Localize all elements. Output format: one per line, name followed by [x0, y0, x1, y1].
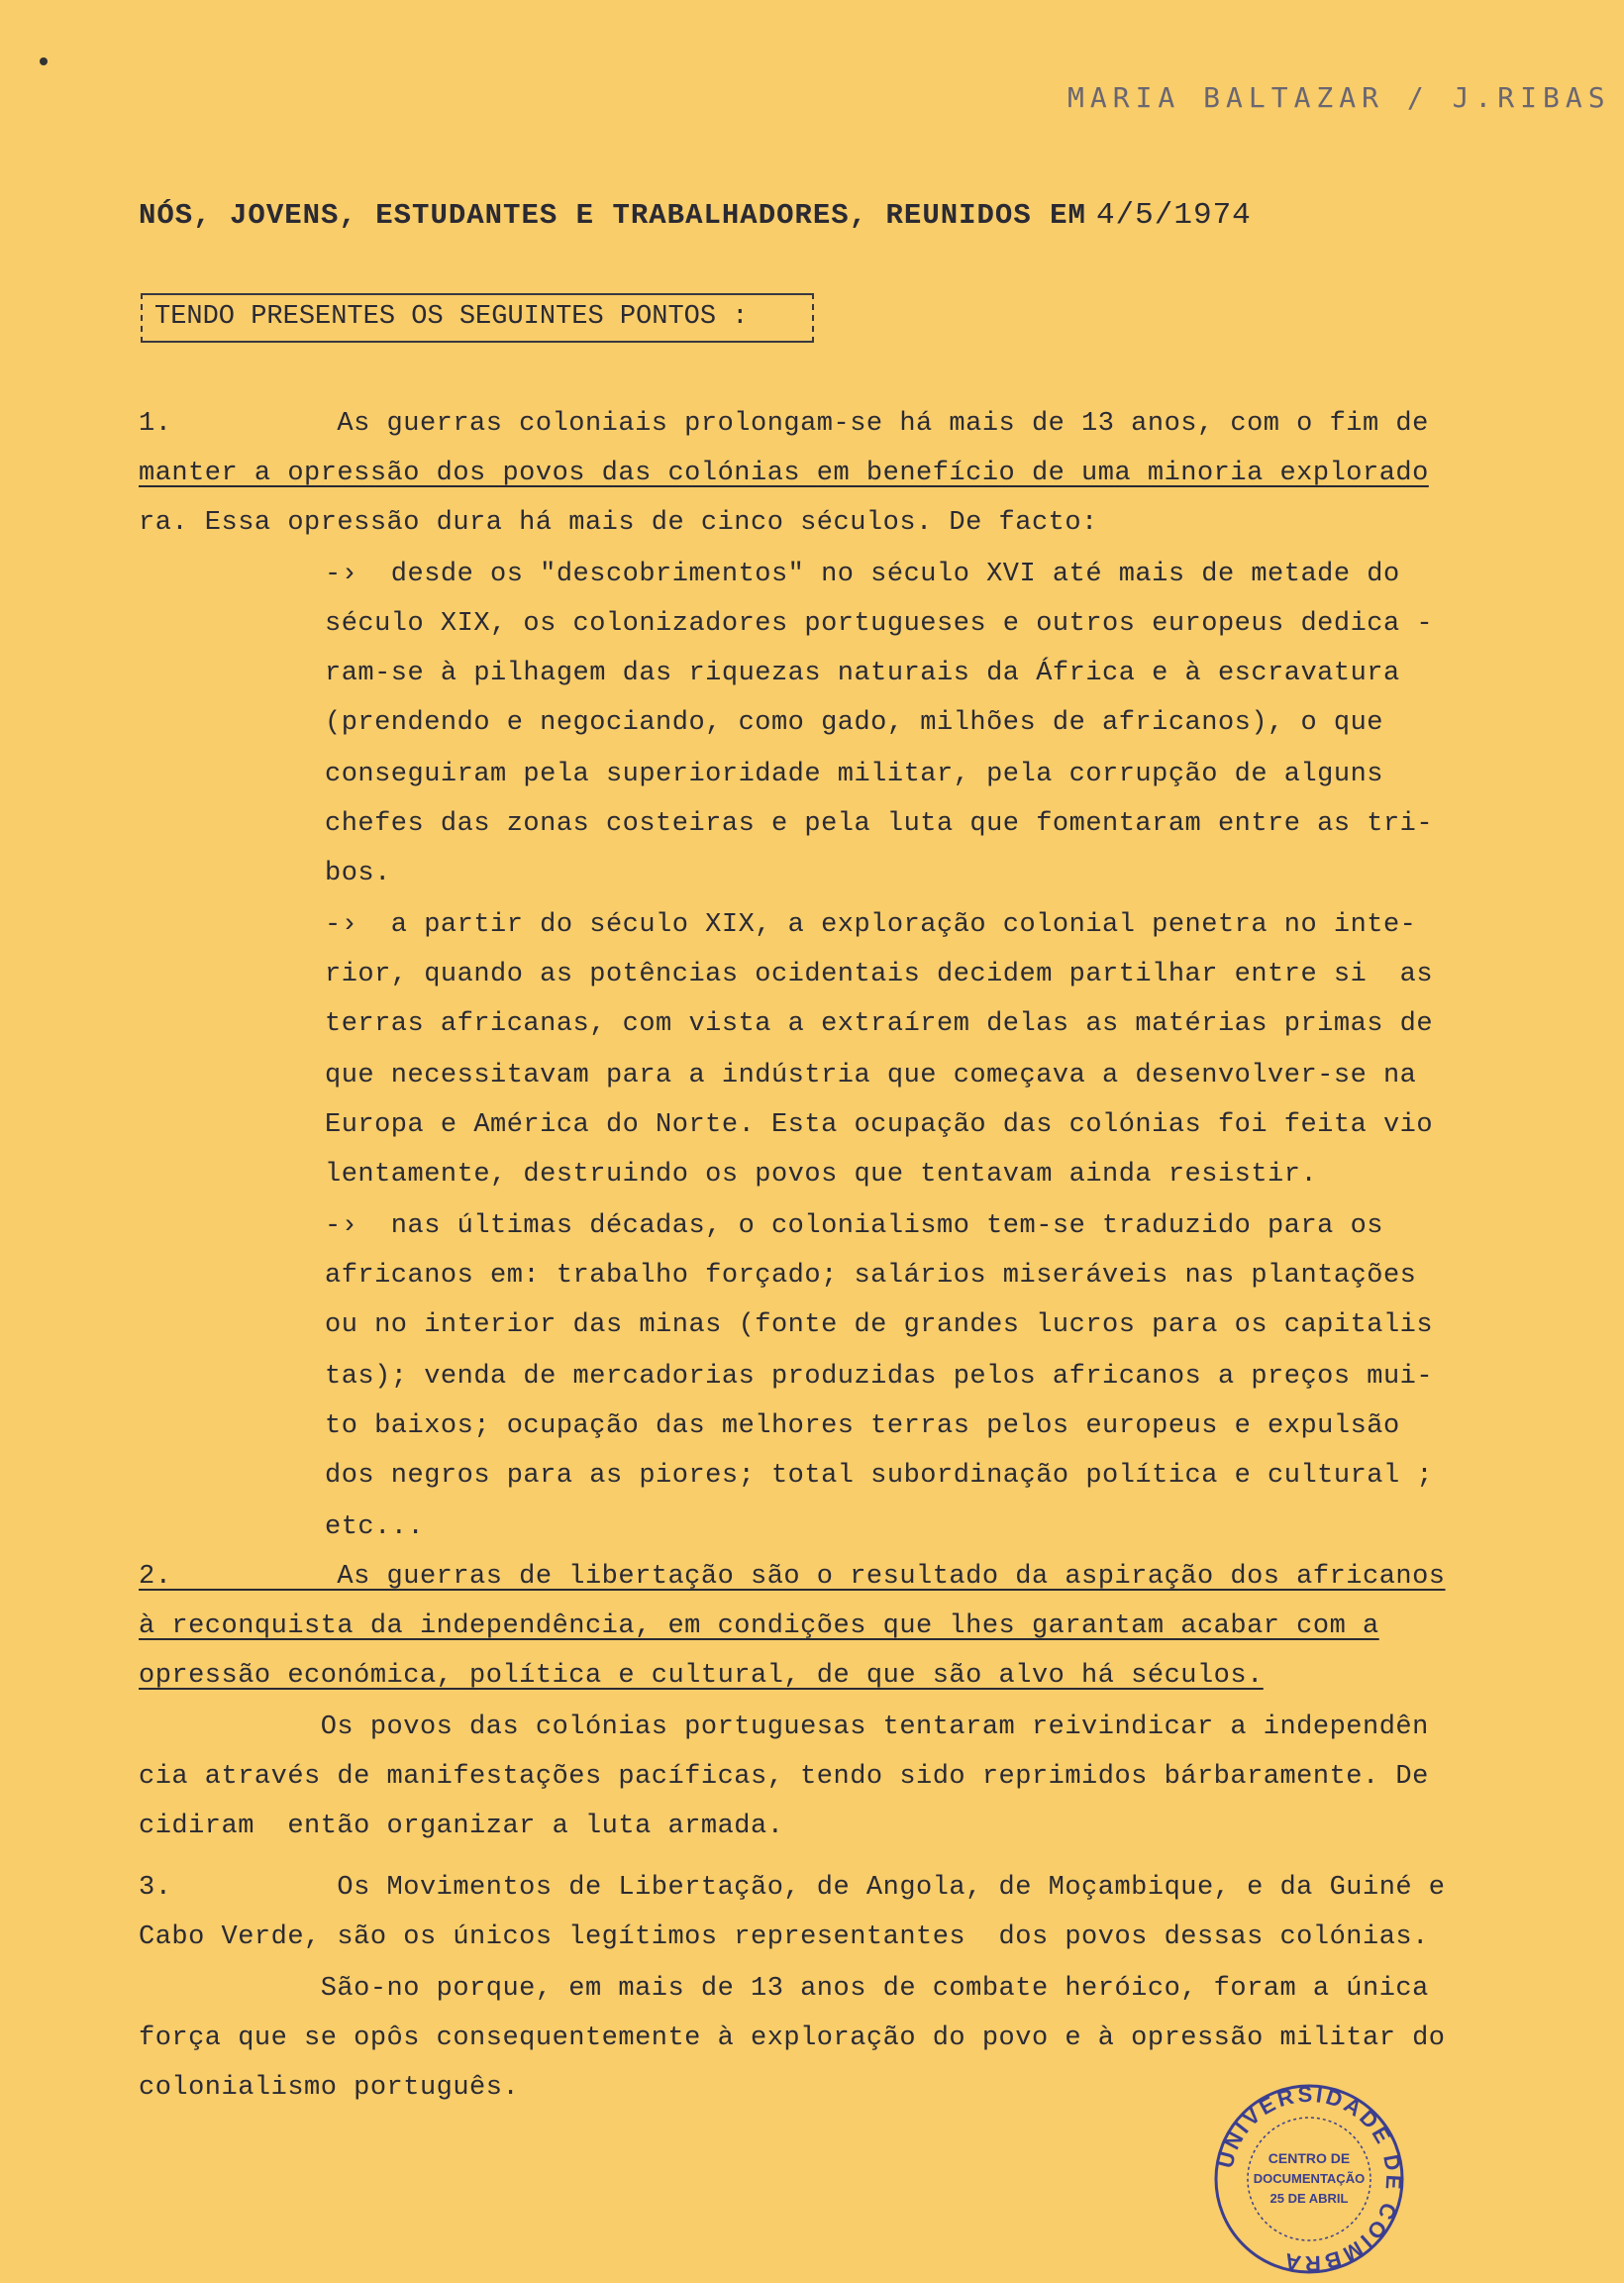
text-line: São-no porque, em mais de 13 anos de combate heróico, foram a única — [139, 1974, 1429, 2004]
text-line: africanos em: trabalho forçado; salários miseráveis nas plantações — [325, 1261, 1417, 1291]
text-line: -› a partir do século XIX, a exploração colonial penetra no inte- — [325, 910, 1417, 940]
heading-text: NÓS, JOVENS, ESTUDANTES E TRABALHADORES, REUNIDOS EM — [139, 199, 1086, 232]
text-line: rior, quando as potências ocidentais decidem partilhar entre si as — [325, 960, 1434, 989]
stamp-line-2: DOCUMENTAÇÃO — [1253, 2171, 1366, 2186]
text-line: terras africanas, com vista a extraírem delas as matérias primas de — [325, 1009, 1434, 1039]
text-line: Europa e América do Norte. Esta ocupação das colónias foi feita vio — [325, 1110, 1434, 1140]
text-line: manter a opressão dos povos das colónias em benefício de uma minoria explorado — [139, 459, 1429, 488]
document-heading — [139, 198, 1252, 233]
text-line: ram-se à pilhagem das riquezas naturais da África e à escravatura — [325, 659, 1400, 688]
text-line: chefes das zonas costeiras e pela luta que fomentaram entre as tri- — [325, 809, 1434, 839]
text-line: etc... — [325, 1512, 425, 1542]
boxed-subheading-text: TENDO PRESENTES OS SEGUINTES PONTOS : — [154, 302, 749, 332]
text-line: século XIX, os colonizadores portugueses e outros europeus dedica - — [325, 609, 1434, 639]
stamp-line-3: 25 DE ABRIL — [1269, 2191, 1349, 2206]
text-line: que necessitavam para a indústria que começava a desenvolver-se na — [325, 1061, 1417, 1090]
text-line: cia através de manifestações pacíficas, tendo sido reprimidos bárbaramente. De — [139, 1762, 1429, 1792]
text-line: colonialismo português. — [139, 2073, 520, 2103]
text-line: bos. — [325, 859, 391, 888]
text-line: opressão económica, política e cultural, de que são alvo há séculos. — [139, 1661, 1264, 1691]
text-line: conseguiram pela superioridade militar, pela corrupção de alguns — [325, 760, 1383, 789]
text-line: Cabo Verde, são os únicos legítimos representantes dos povos dessas colónias. — [139, 1922, 1429, 1952]
stamp-ring-text: UNIVERSIDADE DE COIMBRA — [1212, 2081, 1407, 2277]
text-line: Os povos das colónias portuguesas tentaram reivindicar a independên — [139, 1712, 1429, 1742]
text-line: força que se opôs consequentemente à exploração do povo e à opressão militar do — [139, 2024, 1446, 2053]
stamp-line-1: CENTRO DE — [1268, 2150, 1351, 2166]
text-line: tas); venda de mercadorias produzidas pelos africanos a preços mui- — [325, 1362, 1434, 1392]
ink-dot — [40, 57, 48, 65]
text-line: cidiram então organizar a luta armada. — [139, 1812, 784, 1841]
text-line: lentamente, destruindo os povos que tentavam ainda resistir. — [325, 1160, 1318, 1190]
archive-stamp — [1210, 2080, 1408, 2278]
author-annotation: MARIA BALTAZAR / J.RIBAS — [1067, 81, 1611, 114]
text-line: dos negros para as piores; total subordinação política e cultural ; — [325, 1461, 1434, 1491]
text-line: ou no interior das minas (fonte de grandes lucros para os capitalis — [325, 1310, 1434, 1340]
text-line: to baixos; ocupação das melhores terras pelos europeus e expulsão — [325, 1411, 1400, 1441]
boxed-subheading — [141, 293, 814, 343]
text-line: à reconquista da independência, em condições que lhes garantam acabar com a — [139, 1611, 1379, 1641]
text-line: -› nas últimas décadas, o colonialismo tem-se traduzido para os — [325, 1211, 1383, 1241]
text-line: 1. As guerras coloniais prolongam-se há mais de 13 anos, com o fim de — [139, 409, 1429, 439]
text-line: 3. Os Movimentos de Libertação, de Angola, de Moçambique, e da Guiné e — [139, 1873, 1446, 1903]
text-line: -› desde os "descobrimentos" no século XVI até mais de metade do — [325, 560, 1400, 589]
text-line: 2. As guerras de libertação são o resultado da aspiração dos africanos — [139, 1562, 1446, 1592]
text-line: ra. Essa opressão dura há mais de cinco séculos. De facto: — [139, 508, 1098, 538]
text-line: (prendendo e negociando, como gado, milhões de africanos), o que — [325, 708, 1383, 738]
heading-date: 4/5/1974 — [1095, 198, 1252, 233]
